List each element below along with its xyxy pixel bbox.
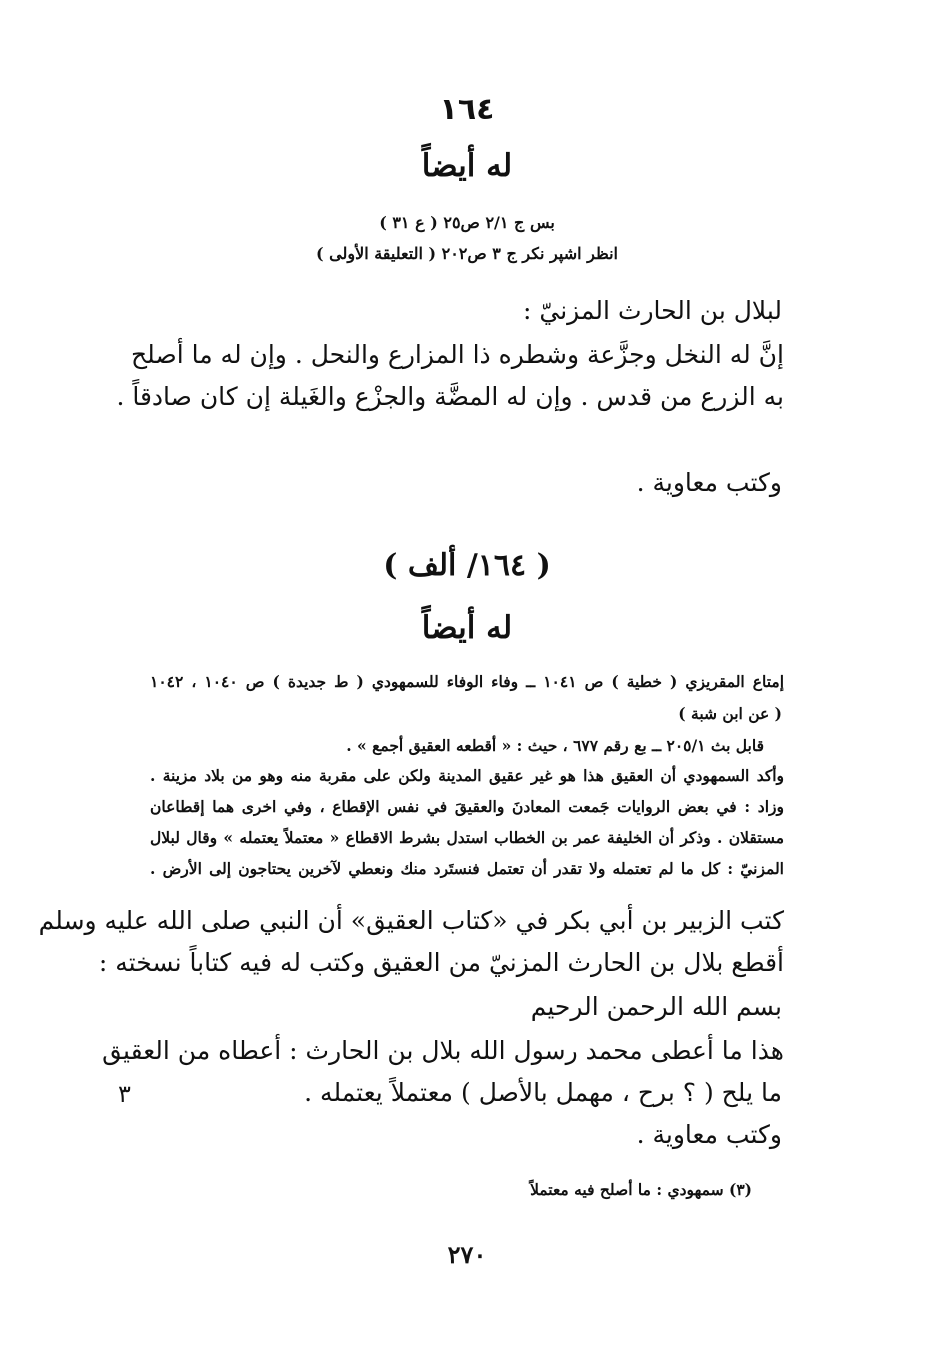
reference-line: انظر اشپر نكر ج ٣ ص٢٠٢ ( التعليقة الأولى ) bbox=[316, 244, 618, 263]
reference-line: إمتاع المقريزي ( خطية ) ص ١٠٤١ ــ وفاء الوفاء للسمهودي ( ط جديدة ) ص ١٠٤٠ ، ١٠٤٢ bbox=[150, 672, 785, 691]
letter-line: ما يلح ( ؟ برح ، مهمل بالأصل ) معتملاً يعتمله . bbox=[304, 1078, 782, 1107]
section-title: له أيضاً bbox=[421, 610, 513, 646]
reference-line: بس ج ٢/١ ص٢٥ ( ع ٣١ ) bbox=[379, 213, 555, 232]
letter-recipient: لبلال بن الحارث المزنيّ : bbox=[523, 296, 782, 325]
section-number: ( ١٦٤/ ألف ) bbox=[383, 548, 551, 583]
reference-line: وأكد السمهودي أن العقيق هذا هو غير عقيق المدينة ولكن على مقربة منه وهو من بلاد مزينة . bbox=[150, 766, 784, 785]
basmala: بسم الله الرحمن الرحيم bbox=[530, 992, 782, 1021]
letter-signature: وكتب معاوية . bbox=[636, 468, 782, 497]
margin-note-number: ٣ bbox=[118, 1080, 131, 1108]
letter-line: أقطع بلال بن الحارث المزنيّ من العقيق وكتب له فيه كتاباً نسخته : bbox=[98, 948, 784, 977]
letter-signature: وكتب معاوية . bbox=[636, 1120, 782, 1149]
reference-line: ( عن ابن شبة ) bbox=[678, 704, 782, 723]
document-number: ١٦٤ bbox=[439, 92, 495, 127]
footnote: (٣) سمهودي : ما أصلح فيه معتملاً bbox=[530, 1180, 752, 1199]
letter-line: هذا ما أعطى محمد رسول الله بلال بن الحارث : أعطاه من العقيق bbox=[102, 1036, 784, 1065]
reference-line: مستقلان . وذكر أن الخليفة عمر بن الخطاب استدل بشرط الاقطاع « معتملاً يعتمله » وقال لبلال bbox=[150, 828, 784, 847]
reference-line: المزنيّ : كل ما لم تعتمله ولا تقدر أن تعتمل فنستَرد منك ونعطي لآخرين يحتاجون إلى الأرض . bbox=[150, 859, 784, 878]
reference-line: وزاد : في بعض الروايات جَمعت المعادنَ والعقيقَ في نفس الإقطاع ، وفي اخرى هما إقطاعان bbox=[150, 797, 784, 816]
page-number: ٢٧٠ bbox=[447, 1240, 487, 1269]
letter-line: كتب الزبير بن أبي بكر في «كتاب العقيق» أن النبي صلى الله عليه وسلم bbox=[38, 906, 784, 935]
letter-line: إنَّ له النخل وجزَّعة وشطره ذا المزارع والنحل . وإن له ما أصلح bbox=[131, 340, 784, 369]
reference-line: قابل بث ٢٠٥/١ ــ بع رقم ٦٧٧ ، حيث : « أقطعه العقيق أجمع » . bbox=[346, 736, 764, 755]
document-title: له أيضاً bbox=[421, 148, 513, 184]
letter-line: به الزرع من قدس . وإن له المضَّة والجزْع والغَيلة إن كان صادقاً . bbox=[116, 382, 784, 411]
